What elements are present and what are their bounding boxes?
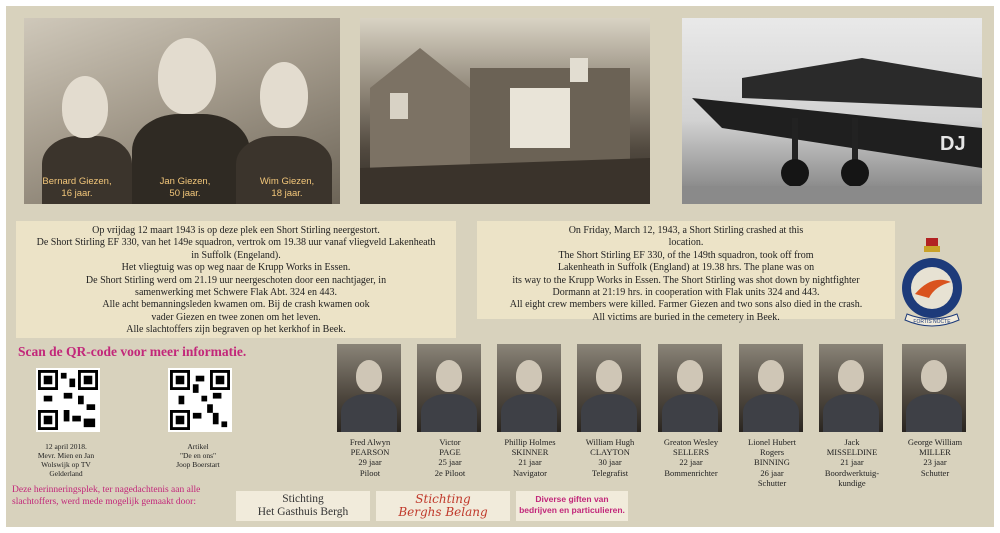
crew-caption: William Hugh CLAYTON 30 jaar Telegrafist	[585, 437, 635, 478]
english-text-box: On Friday, March 12, 1943, a Short Stirling crashed at this location. The Short Stirling EF 330, of the 149th squadron, took off from Lakenheath in Suffolk (England) at 19.38 hrs. The plane was on its way to the Krupp Works in Essen. The Short Stirling was shot down by nightfighter Dormann at 21:19 hrs. in cooperation with Flak units 324 and 443. All eight crew members were killed. Farmer Giezen and two sons also died in the crash. All victims are buried in the cemetery in Beek.	[477, 221, 895, 319]
crew-caption: Phillip Holmes SKINNER 21 jaar Navigator	[504, 437, 556, 478]
qr-code-2-icon	[170, 370, 230, 430]
crew-photo	[417, 344, 481, 432]
sponsor-diverse-giften: Diverse giften van bedrijven en particulieren.	[516, 491, 628, 521]
crew-photo	[577, 344, 641, 432]
qr-code-2[interactable]	[168, 368, 232, 432]
ruin-photo	[360, 18, 650, 204]
plane-code: DJ	[940, 133, 966, 155]
qr-code-1[interactable]	[36, 368, 100, 432]
crew-caption: Greaton Wesley SELLERS 22 jaar Bommenrichter	[663, 437, 719, 478]
family-photo	[24, 18, 340, 204]
crew-member-page	[417, 344, 483, 478]
stirling-plane-photo	[682, 18, 982, 204]
memorial-board	[6, 6, 994, 527]
crew-member-pearson	[337, 344, 403, 478]
squadron-badge	[899, 236, 965, 332]
crew-caption: Jack MISSELDINE 21 jaar Boordwerktuig- kundige	[824, 437, 880, 488]
crew-caption: Victor PAGE 25 jaar 2e Piloot	[434, 437, 466, 478]
crew-caption: Lionel Hubert Rogers BINNING 26 jaar Schutter	[748, 437, 796, 488]
caption-bernard: Bernard Giezen, 16 jaar.	[42, 176, 112, 199]
crew-photo	[497, 344, 561, 432]
crew-member-binning	[739, 344, 805, 488]
crew-photo	[902, 344, 966, 432]
crew-member-skinner	[497, 344, 563, 478]
qr-code-2-caption: Artikel "De en ons" Joop Boerstart	[176, 442, 220, 469]
crew-member-miller	[902, 344, 968, 478]
crew-photo	[739, 344, 803, 432]
crew-photo	[819, 344, 883, 432]
qr-code-1-icon	[38, 370, 98, 430]
sponsor-berghs-belang: Stichting Berghs Belang	[376, 491, 510, 521]
ruin-drawing	[360, 18, 650, 204]
sponsor-gasthuis-bergh: Stichting Het Gasthuis Bergh	[236, 491, 370, 521]
plane-drawing	[682, 18, 982, 204]
crew-member-clayton	[577, 344, 643, 478]
qr-code-1-caption: 12 april 2018. Mevr. Mien en Jan Wolswijk op TV Gelderland	[37, 442, 95, 478]
acknowledgement-text: Deze herinneringsplek, ter nagedachtenis aan alle slachtoffers, werd mede mogelijk gemaakt door:	[12, 485, 201, 507]
scan-qr-heading: Scan de QR-code voor meer informatie.	[18, 344, 247, 359]
caption-wim: Wim Giezen, 18 jaar.	[259, 176, 315, 199]
crew-photo	[658, 344, 722, 432]
crew-caption: George William MILLER 23 jaar Schutter	[907, 437, 963, 478]
crew-photo	[337, 344, 401, 432]
caption-jan: Jan Giezen, 50 jaar.	[159, 176, 211, 199]
badge-motto: FORTIS NOCTE	[913, 319, 951, 325]
crew-member-sellers	[658, 344, 724, 478]
crew-caption: Fred Alwyn PEARSON 29 jaar Piloot	[349, 437, 391, 478]
crew-member-misseldine	[819, 344, 885, 488]
dutch-text-box: Op vrijdag 12 maart 1943 is op deze plek een Short Stirling neergestort. De Short Stirling EF 330, van het 149e squadron, vertrok om 19.38 uur vanaf vliegveld Lakenheath in Suffolk (Engeland). Het vliegtuig was op weg naar de Krupp Works in Essen. De Short Stirling werd om 21.19 uur neergeschoten door een nachtjager, in samenwerking met Schwere Flak Abt. 324 en 443. Alle acht bemanningsleden kwamen om. Bij de crash kwamen ook vader Giezen en twee zonen om het leven. Alle slachtoffers zijn begraven op het kerkhof in Beek.	[16, 221, 456, 338]
